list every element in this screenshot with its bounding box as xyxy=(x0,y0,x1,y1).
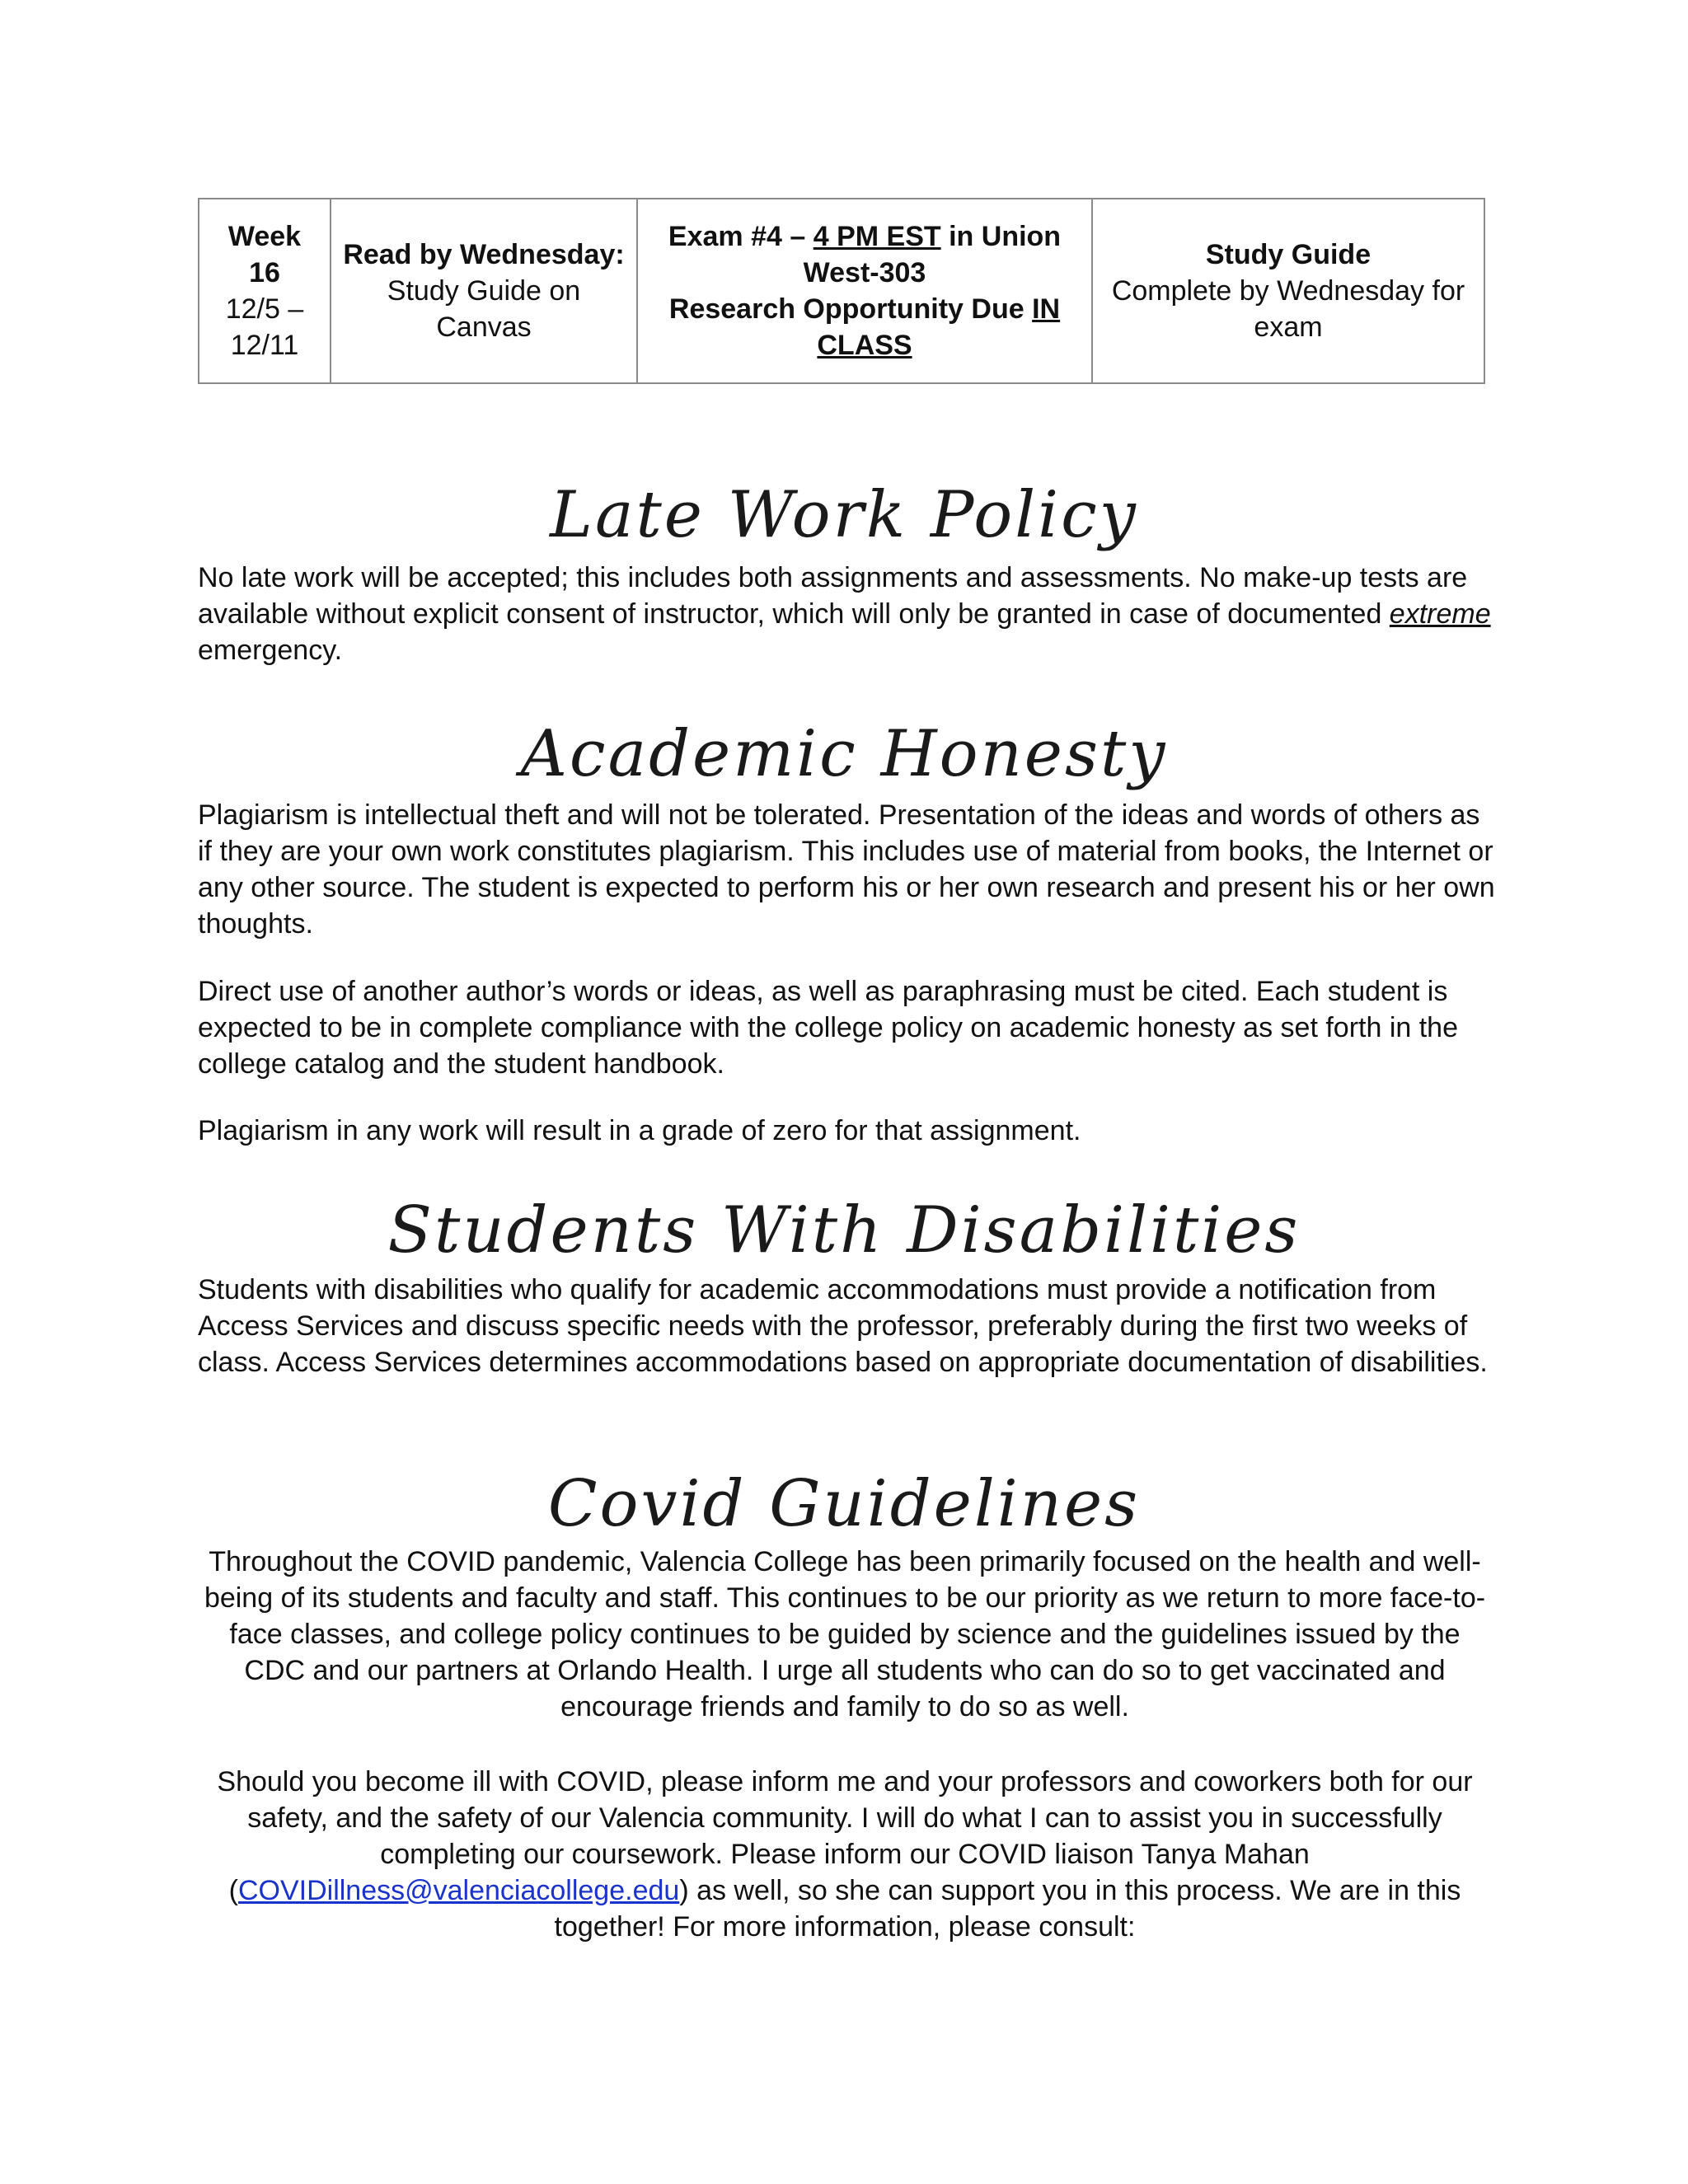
disabilities-paragraph: Students with disabilities who qualify for academic accommodations must provide a notification from Access Services and discuss specific needs with the professor, preferably during the first two weeks of class. Access Services determines accommodations based on appropriate documentation of disabilities. xyxy=(198,1274,1488,1378)
table-row xyxy=(199,199,1484,383)
academic-honesty-heading: Academic Honesty xyxy=(520,717,1168,791)
reading-cell xyxy=(331,199,637,383)
academic-honesty-paragraph-3: Plagiarism in any work will result in a grade of zero for that assignment. xyxy=(198,1115,1081,1146)
schedule-table xyxy=(198,198,1485,384)
covid-paragraph-2: Should you become ill with COVID, please inform me and your professors and coworkers both for our safety, and the safety of our Valencia community. I will do what I can to assist you in successfully completing our coursework. Please inform our COVID liaison Tanya Mahan (COVIDillness@valenciacollege.edu) as well, so she can support you in this process. We are in this together! For more information, please consult: xyxy=(217,1766,1473,1943)
task-heading: Study Guide xyxy=(1205,239,1372,270)
week-dates-end: 12/11 xyxy=(230,330,299,361)
late-work-heading: Late Work Policy xyxy=(550,478,1138,552)
week-label: Week xyxy=(227,221,302,252)
reading-heading: Read by Wednesday: xyxy=(343,239,625,270)
task-cell xyxy=(1092,199,1484,383)
extreme-emphasis: extreme xyxy=(1389,598,1491,630)
reading-body: Study Guide on Canvas xyxy=(387,275,581,343)
research-prefix: Research Opportunity Due xyxy=(668,293,1033,325)
late-work-paragraph: No late work will be accepted; this includes both assignments and assessments. No make-up tests are available without explicit consent of instructor, which will only be granted in case of documented extreme emergency. xyxy=(198,562,1491,666)
assessment-cell xyxy=(637,199,1092,383)
academic-honesty-paragraph-2: Direct use of another author’s words or ideas, as well as paraphrasing must be cited. Each student is expected to be in complete compliance with the college policy on academic honesty as set forth in the college catalog and the student handbook. xyxy=(198,976,1458,1080)
week-number: 16 xyxy=(249,257,280,288)
exam-line xyxy=(646,218,1083,291)
disabilities-heading: Students With Disabilities xyxy=(387,1193,1301,1268)
academic-honesty-paragraph-1: Plagiarism is intellectual theft and will not be tolerated. Presentation of the ideas and words of others as if they are your own work constitutes plagiarism. This includes use of material from books, the Internet or any other source. The student is expected to perform his or her own research and present his or her own thoughts. xyxy=(198,799,1495,940)
research-due: IN CLASS xyxy=(817,293,1061,361)
exam-prefix: Exam #4 – xyxy=(668,221,814,252)
covid-heading: Covid Guidelines xyxy=(547,1467,1141,1541)
research-line xyxy=(646,291,1083,363)
exam-location: in Union West-303 xyxy=(803,221,1062,288)
task-body: Complete by Wednesday for exam xyxy=(1111,275,1465,343)
week-dates-start: 12/5 – xyxy=(225,293,304,325)
week-cell xyxy=(199,199,331,383)
exam-time: 4 PM EST xyxy=(813,221,941,252)
covid-email-link[interactable]: COVIDillness@valenciacollege.edu xyxy=(237,1875,680,1906)
covid-paragraph-1: Throughout the COVID pandemic, Valencia College has been primarily focused on the health and well-being of its students and faculty and staff. This continues to be our priority as we return to more face-to-face classes, and college policy continues to be guided by science and the guidelines issued by the CDC and our partners at Orlando Health. I urge all students who can do so to get vaccinated and encourage friends and family to do so as well. xyxy=(204,1546,1486,1722)
